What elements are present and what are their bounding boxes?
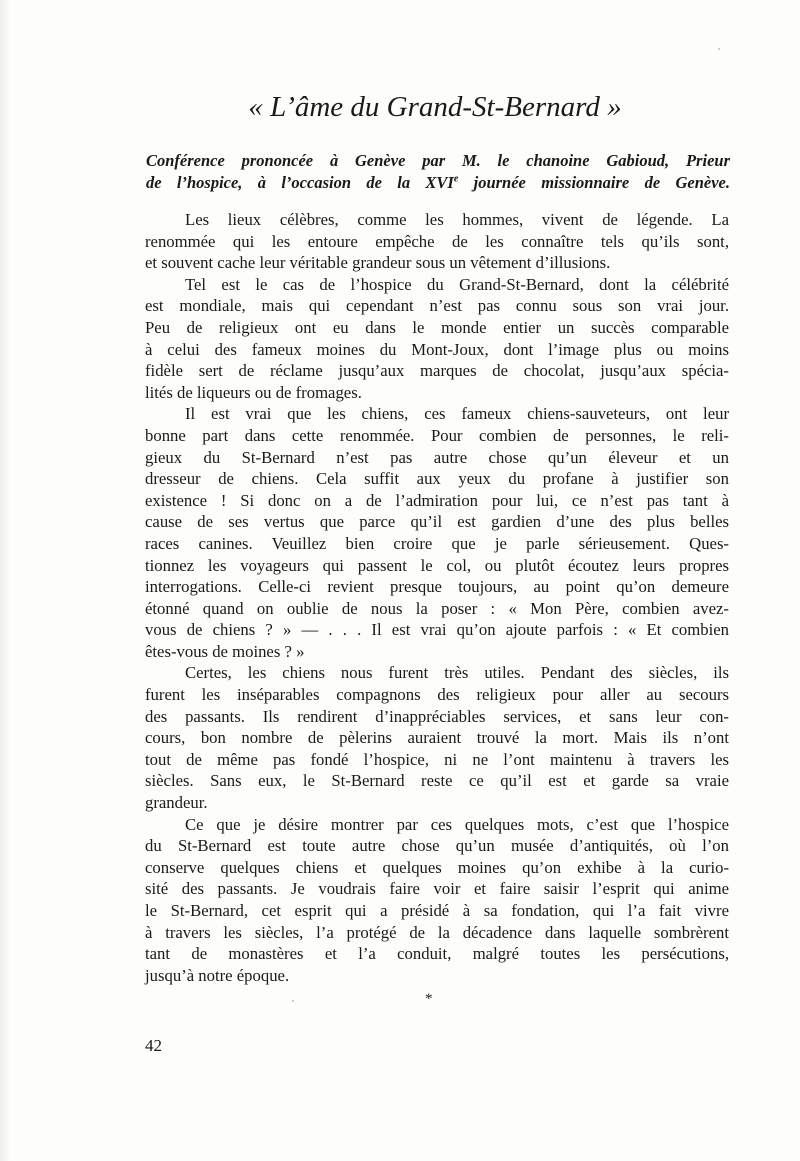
text-line: et souvent cache leur véritable grandeur sous un vêtement d’illusions. [145,253,611,273]
subtitle-text: journée missionnaire de Genève. [458,173,730,192]
text-line: interrogations. Celle-ci revient presque toujours, au point qu’on demeure [145,577,729,597]
text-line: du St-Bernard est toute autre chose qu’un musée d’antiquités, où l’on [145,836,729,856]
text-line: Certes, les chiens nous furent très utiles. Pendant des siècles, ils [185,663,729,683]
text-line: tout de même pas fondé l’hospice, ni ne l’ont maintenu à travers les [145,749,729,769]
page-number: 42 [145,1036,162,1055]
text-line: races canines. Veuillez bien croire que je parle sérieusement. Ques- [145,533,729,553]
text-line: tant de monastères et l’a conduit, malgré toutes les persécutions, [145,944,729,964]
ordinal-superscript: e [453,173,459,185]
text-line: gieux du St-Bernard n’est pas autre chose qu’un éleveur et un [145,447,729,467]
text-line: bonne part dans cette renommée. Pour combien de personnes, le reli- [145,425,729,445]
body-paragraph [145,274,729,404]
text-line: étonné quand on oublie de nous la poser : « Mon Père, combien avez- [145,598,729,618]
body-paragraph [145,403,729,662]
text-line: Il est vrai que les chiens, ces fameux chiens-sauveteurs, ont leur [185,404,729,424]
text-line: Tel est le cas de l’hospice du Grand-St-Bernard, dont la célébrité [185,274,729,294]
body-paragraph [145,662,729,813]
text-line: renommée qui les entoure empêche de les connaître tels qu’ils sont, [145,231,729,251]
text-line: dresseur de chiens. Cela suffit aux yeux du profane à justifier son [145,469,729,489]
text-line: cause de ses vertus que parce qu’il est gardien d’une des plus belles [145,512,729,532]
text-line: Peu de religieux ont eu dans le monde entier un succès comparable [145,317,729,337]
text-line: à travers les siècles, l’a protégé de la décadence dans laquelle sombrèrent [145,922,729,942]
text-line: furent les inséparables compagnons des religieux pour aller au secours [145,685,729,705]
text-line: vous de chiens ? » — . . . Il est vrai qu’on ajoute parfois : « Et combien [145,620,729,640]
subtitle-line: Conférence prononcée à Genève par M. le chanoine Gabioud, Prieur [146,151,730,170]
text-line: le St-Bernard, cet esprit qui a présidé à sa fondation, qui l’a fait vivre [145,901,729,920]
text-line: lités de liqueurs ou de fromages. [145,382,362,402]
text-line: fidèle sert de réclame jusqu’aux marques de chocolat, jusqu’aux spécia- [145,361,729,381]
text-line: conserve quelques chiens et quelques moines qu’on exhibe à la curio- [145,857,729,877]
paper-speck [718,48,720,50]
text-line: cours, bon nombre de pèlerins auraient trouvé la mort. Mais ils n’ont [145,728,729,748]
text-line: des passants. Ils rendirent d’inappréciables services, et sans leur con- [145,706,729,726]
article-title: « L’âme du Grand-St-Bernard » [248,91,622,123]
text-line: Ce que je désire montrer par ces quelques mots, c’est que l’hospice [185,814,729,834]
text-line: êtes-vous de moines ? » [145,641,305,661]
body-paragraph [145,209,729,274]
body-paragraph [145,814,729,987]
page-edge-shadow [0,0,10,1161]
subtitle-text: de l’hospice, à l’occasion de la XVI [146,173,454,192]
article-body [145,209,729,986]
text-line: est mondiale, mais qui cependant n’est pas connu sous son vrai jour. [145,296,729,316]
text-line: Les lieux célèbres, comme les hommes, vivent de légende. La [185,210,729,229]
text-line: siècles. Sans eux, le St-Bernard reste ce qu’il est et garde sa vraie [145,771,729,791]
text-line: sité des passants. Je voudrais faire voir et faire saisir l’esprit qui anime [145,879,729,899]
text-line: jusqu’à notre époque. [145,965,290,985]
paper-speck [292,1000,294,1002]
text-line: existence ! Si donc on a de l’admiration pour lui, ce n’est pas tant à [145,490,729,510]
text-line: tionnez les voyageurs qui passent le col, ou plutôt écoutez leurs propres [145,555,729,575]
text-line: grandeur. [145,793,208,813]
article-subtitle [146,150,730,194]
section-separator: * [425,991,433,1007]
subtitle-line [146,172,730,194]
text-line: à celui des fameux moines du Mont-Joux, dont l’image plus ou moins [145,339,729,359]
